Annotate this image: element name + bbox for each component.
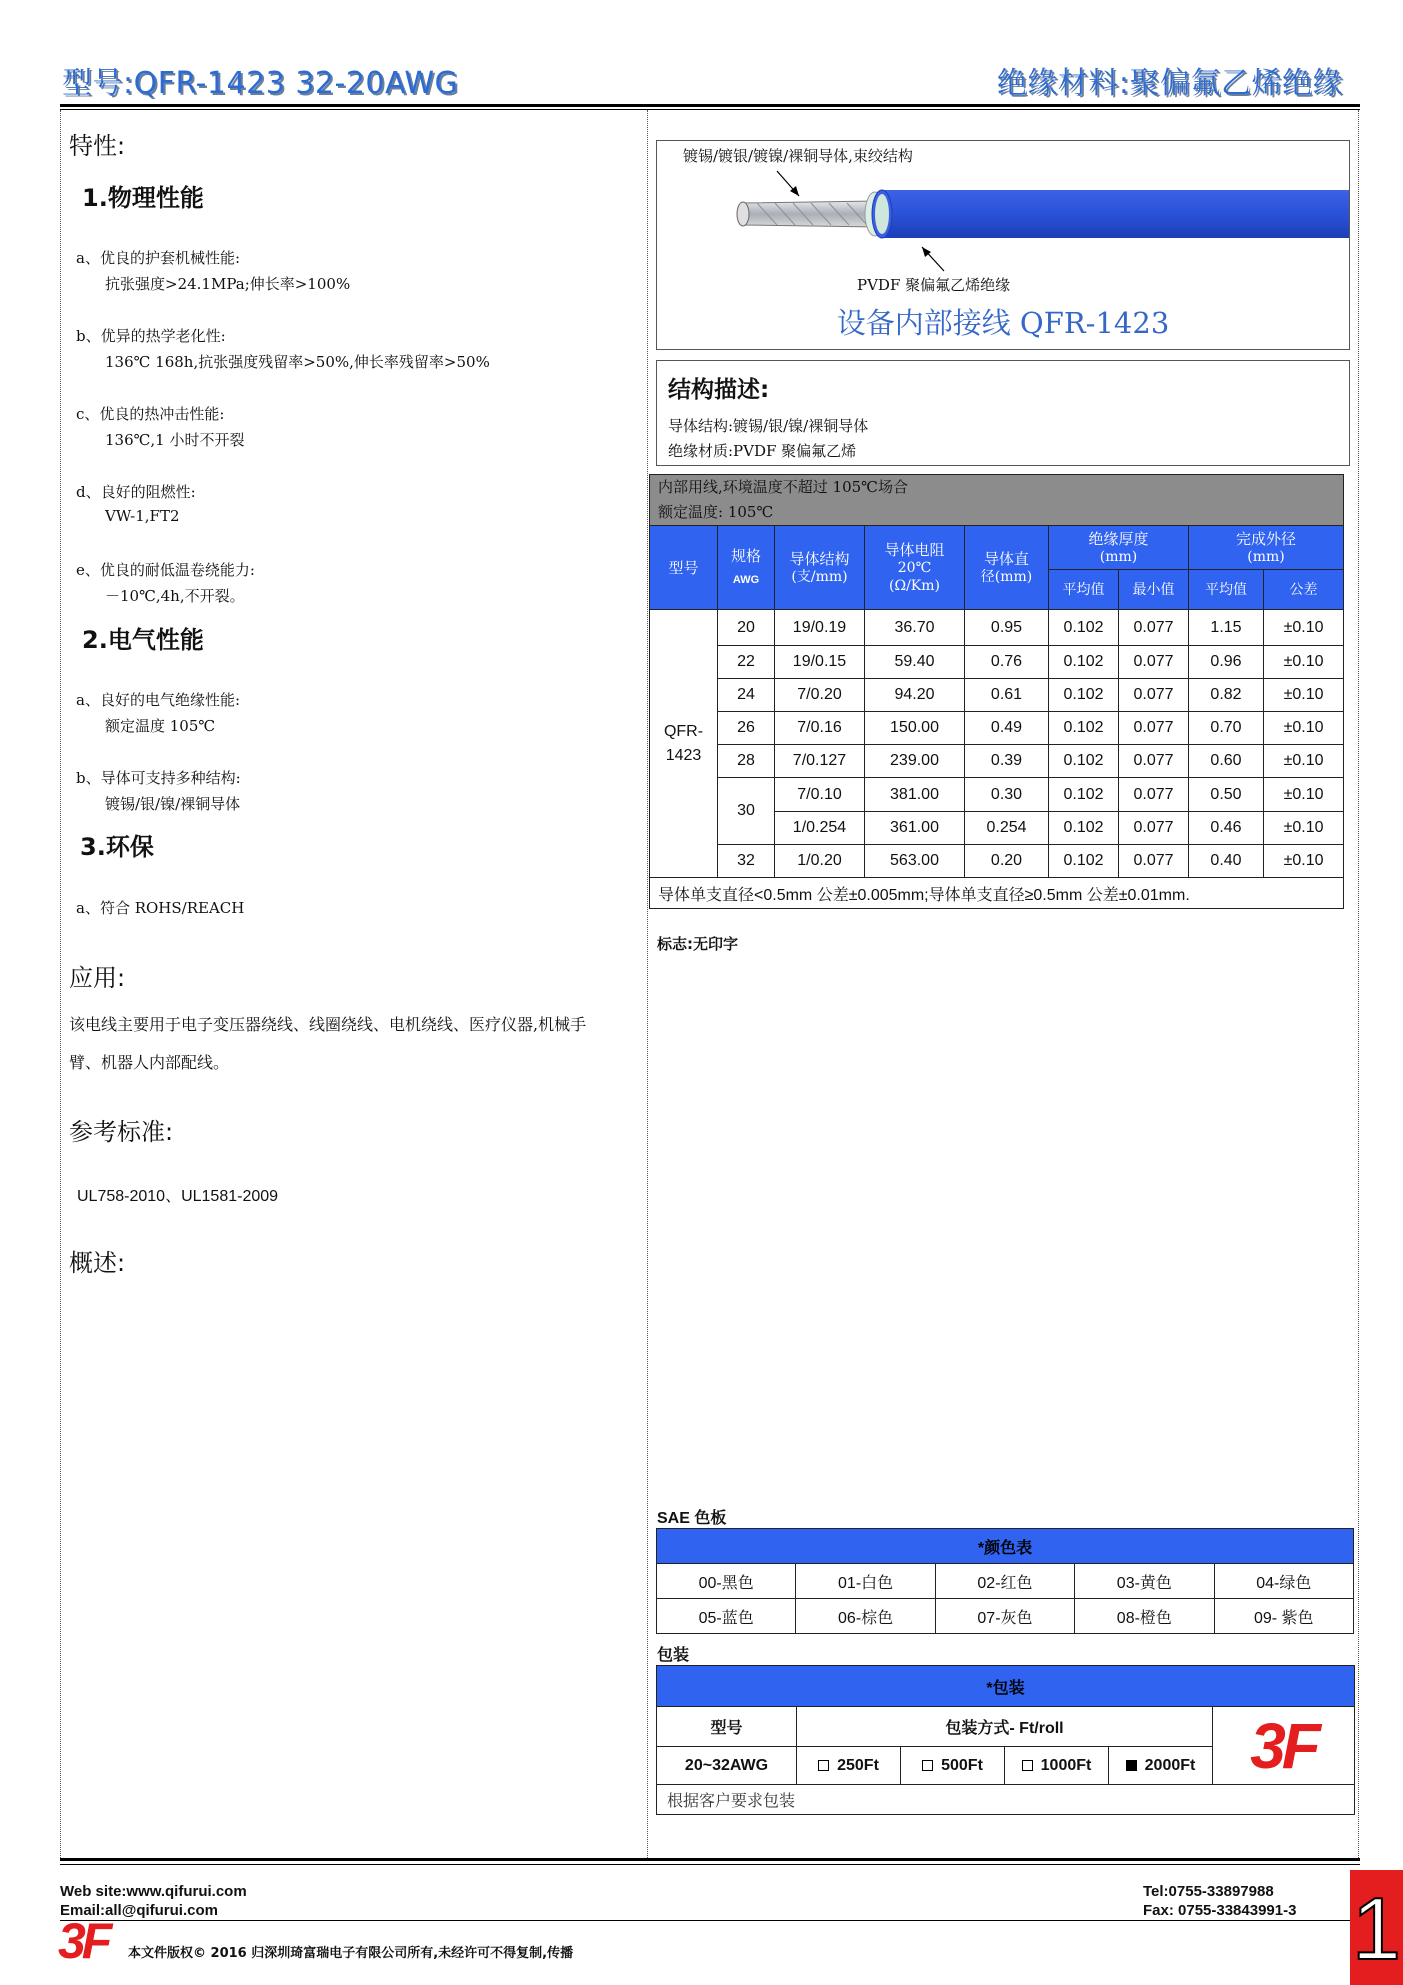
cell-tol: ±0.10 [1264,610,1344,646]
spec-table [649,474,1344,909]
color-cell: 06-棕色 [796,1599,935,1634]
cell-ins-avg: 0.102 [1049,679,1119,712]
physical-item-c-body: 136℃,1 小时不开裂 [105,431,245,449]
col-header-insulation-label: 绝缘厚度 [1088,529,1149,548]
cell-ins-min: 0.077 [1119,778,1189,812]
cell-tol: ±0.10 [1264,812,1344,845]
sae-color-table [656,1528,1354,1634]
packaging-col-method: 包装方式- Ft/roll [797,1707,1213,1747]
cell-ins-avg: 0.102 [1049,610,1119,646]
cell-ins-min: 0.077 [1119,646,1189,679]
col-header-od [1189,526,1344,570]
cell-diameter: 0.76 [965,646,1049,679]
structure-conductor: 导体结构:镀锡/银/镍/裸铜导体 [668,417,869,435]
col-header-ins-min: 最小值 [1119,570,1189,610]
spec-footnote: 导体单支直径<0.5mm 公差±0.005mm;导体单支直径≥0.5mm 公差±0.01mm. [650,878,1344,909]
sae-header: *颜色表 [657,1529,1354,1564]
application-title: 应用: [69,964,126,992]
col-header-od-unit: (mm) [1247,548,1285,565]
cell-resistance: 563.00 [865,845,965,878]
model-cell [650,610,718,878]
col-header-insulation [1049,526,1189,570]
table-row [650,679,1344,712]
col-header-insulation-unit: (mm) [1099,548,1138,565]
structure-title: 结构描述: [668,377,770,403]
cell-tol: ±0.10 [1264,845,1344,878]
cell-od: 0.50 [1189,778,1264,812]
color-cell: 05-蓝色 [657,1599,796,1634]
cell-strand: 19/0.19 [775,610,865,646]
option-label: 2000Ft [1144,1756,1196,1774]
color-cell: 02-红色 [935,1564,1074,1599]
overview-title: 概述: [69,1249,126,1277]
col-header-strand-unit: (支/mm) [791,568,848,585]
electrical-item-b-body: 镀锡/银/镍/裸铜导体 [105,795,241,813]
cell-resistance: 94.20 [865,679,965,712]
col-header-model: 型号 [650,526,718,610]
checkbox-icon[interactable] [922,1760,933,1771]
cell-diameter: 0.49 [965,712,1049,745]
page-number-tab [1350,1870,1403,1985]
cell-od: 0.70 [1189,712,1264,745]
footer-fax: Fax: 0755-33843991-3 [1143,1902,1297,1919]
footer-rule [60,1858,1360,1861]
image-caption: 设备内部接线 QFR-1423 [836,306,1170,340]
cell-ins-avg: 0.102 [1049,712,1119,745]
marking-text: 标志:无印字 [657,935,738,953]
cell-strand: 1/0.20 [775,845,865,878]
env-item-a: a、符合 ROHS/REACH [76,899,245,917]
footer-rule-thin [60,1864,1360,1865]
col-header-gauge-unit: AWG [732,573,760,586]
cell-diameter: 0.30 [965,778,1049,812]
cell-awg: 28 [718,745,775,778]
physical-item-e-head: e、优良的耐低温卷绕能力: [76,561,255,579]
physical-item-d-head: d、良好的阻燃性: [76,483,196,501]
physical-item-b-body: 136℃ 168h,抗张强度残留率>50%,伸长率残留率>50% [105,353,490,371]
table-row [650,845,1344,878]
cell-tol: ±0.10 [1264,745,1344,778]
color-cell: 01-白色 [796,1564,935,1599]
packaging-model: 20~32AWG [657,1747,797,1785]
table-row [650,778,1344,812]
cell-ins-min: 0.077 [1119,845,1189,878]
packaging-logo-cell [1213,1707,1355,1785]
table-row [650,712,1344,745]
color-cell: 08-橙色 [1075,1599,1214,1634]
application-line-1: 该电线主要用于电子变压器绕线、线圈绕线、电机绕线、医疗仪器,机械手 [69,1015,587,1034]
spec-note [650,475,1344,526]
cell-ins-avg: 0.102 [1049,845,1119,878]
cell-tol: ±0.10 [1264,646,1344,679]
footer-email[interactable]: Email:all@qifurui.com [60,1902,218,1919]
packaging-header: *包装 [657,1666,1355,1707]
col-header-diameter-label-2: 径(mm) [980,568,1033,585]
cell-diameter: 0.254 [965,812,1049,845]
application-line-2: 臂、机器人内部配线。 [69,1053,230,1072]
col-header-resistance-label: 导体电阻 [884,540,945,559]
cell-ins-avg: 0.102 [1049,745,1119,778]
spec-note-2: 额定温度: 105℃ [658,503,774,521]
cell-od: 0.82 [1189,679,1264,712]
physical-item-c-head: c、优良的热冲击性能: [76,405,225,423]
cell-od: 0.96 [1189,646,1264,679]
structure-insulation: 绝缘材质:PVDF 聚偏氟乙烯 [668,442,857,460]
cell-diameter: 0.95 [965,610,1049,646]
cell-resistance: 150.00 [865,712,965,745]
cell-ins-min: 0.077 [1119,712,1189,745]
cell-diameter: 0.39 [965,745,1049,778]
color-cell: 00-黑色 [657,1564,796,1599]
cell-awg: 22 [718,646,775,679]
model-cell-line-2: 1423 [665,746,702,764]
cell-diameter: 0.20 [965,845,1049,878]
packaging-title: 包装 [657,1647,690,1664]
physical-item-a-body: 抗张强度>24.1MPa;伸长率>100% [105,275,351,293]
cell-resistance: 381.00 [865,778,965,812]
col-header-resistance-unit: (Ω/Km) [889,577,940,594]
cell-awg: 30 [718,778,775,845]
brand-logo: 3F [1250,1709,1317,1782]
table-row [650,745,1344,778]
column-divider [647,110,648,1860]
electrical-item-a-head: a、良好的电气绝缘性能: [76,691,240,709]
cell-ins-min: 0.077 [1119,812,1189,845]
spec-note-1: 内部用线,环境温度不超过 105℃场合 [658,478,908,496]
electrical-title: 2.电气性能 [82,626,204,654]
option-label: 500Ft [941,1756,983,1774]
footer-divider [60,1920,1350,1921]
cell-tol: ±0.10 [1264,778,1344,812]
packaging-note: 根据客户要求包装 [657,1785,1355,1815]
standards-title: 参考标准: [69,1118,174,1146]
cell-ins-min: 0.077 [1119,679,1189,712]
cell-strand: 19/0.15 [775,646,865,679]
cell-strand: 7/0.20 [775,679,865,712]
col-header-diameter [965,526,1049,610]
cell-awg: 32 [718,845,775,878]
packaging-col-model: 型号 [657,1707,797,1747]
cell-ins-avg: 0.102 [1049,646,1119,679]
cell-ins-min: 0.077 [1119,610,1189,646]
footer-website[interactable]: Web site:www.qifurui.com [60,1883,247,1900]
cell-resistance: 59.40 [865,646,965,679]
physical-item-a-head: a、优良的护套机械性能: [76,249,240,267]
cell-strand: 7/0.10 [775,778,865,812]
cell-awg: 24 [718,679,775,712]
conductor-label: 镀锡/镀银/镀镍/裸铜导体,束绞结构 [683,147,913,165]
electrical-item-b-head: b、导体可支持多种结构: [76,769,241,787]
checkbox-icon[interactable] [818,1760,829,1771]
table-row [650,646,1344,679]
physical-item-d-body: VW-1,FT2 [105,507,180,525]
cell-ins-avg: 0.102 [1049,812,1119,845]
material-heading: 绝缘材料:聚偏氟乙烯绝缘 [996,66,1343,101]
option-2000[interactable] [1109,1747,1213,1785]
sae-title: SAE 色板 [657,1510,727,1527]
col-header-ins-avg: 平均值 [1049,570,1119,610]
electrical-item-a-body: 额定温度 105℃ [105,717,216,735]
col-header-resistance-temp: 20℃ [897,559,932,576]
table-row [650,610,1344,646]
option-500[interactable] [901,1747,1005,1785]
table-row [657,1599,1354,1634]
footer-tel: Tel:0755-33897988 [1143,1883,1274,1900]
cell-od: 0.46 [1189,812,1264,845]
col-header-od-label: 完成外径 [1236,529,1297,548]
physical-title: 1.物理性能 [82,184,204,212]
wire-illustration [656,140,1350,350]
cell-od: 0.60 [1189,745,1264,778]
model-cell-line-1: QFR- [663,722,704,740]
footer-logo: 3F [58,1913,109,1969]
col-header-strand-label: 导体结构 [789,549,850,568]
cell-diameter: 0.61 [965,679,1049,712]
color-cell: 07-灰色 [935,1599,1074,1634]
col-header-resistance [865,526,965,610]
option-1000[interactable] [1005,1747,1109,1785]
cell-tol: ±0.10 [1264,712,1344,745]
color-cell: 09- 紫色 [1214,1599,1353,1634]
standards-text: UL758-2010、UL1581-2009 [77,1188,279,1205]
page-number: 1 [1352,1879,1401,1978]
col-header-gauge [718,526,775,610]
cell-od: 1.15 [1189,610,1264,646]
features-title: 特性: [69,132,126,160]
header-rule [60,104,1360,107]
cell-resistance: 239.00 [865,745,965,778]
packaging-table [656,1665,1355,1815]
cell-strand: 7/0.127 [775,745,865,778]
physical-item-e-body: －10℃,4h,不开裂。 [105,587,245,605]
cell-strand: 7/0.16 [775,712,865,745]
col-header-tol: 公差 [1264,570,1344,610]
cell-resistance: 361.00 [865,812,965,845]
cell-ins-avg: 0.102 [1049,778,1119,812]
checkbox-icon[interactable] [1022,1760,1033,1771]
col-header-od-avg: 平均值 [1189,570,1264,610]
structure-box [656,360,1350,466]
cell-ins-min: 0.077 [1119,745,1189,778]
col-header-diameter-label: 导体直 [983,549,1029,568]
col-header-gauge-label: 规格 [730,546,761,565]
cell-resistance: 36.70 [865,610,965,646]
option-label: 1000Ft [1040,1756,1092,1774]
cell-strand: 1/0.254 [775,812,865,845]
color-cell: 03-黄色 [1075,1564,1214,1599]
option-label: 250Ft [837,1756,879,1774]
col-header-strand [775,526,865,610]
option-250[interactable] [797,1747,901,1785]
insulation-label: PVDF 聚偏氟乙烯绝缘 [857,276,1011,294]
cell-tol: ±0.10 [1264,679,1344,712]
checkbox-checked-icon[interactable] [1126,1760,1137,1771]
cell-od: 0.40 [1189,845,1264,878]
footer-copyright: 本文件版权© 2016 归深圳琦富瑞电子有限公司所有,未经许可不得复制,传播 [128,1946,574,1961]
cell-awg: 26 [718,712,775,745]
table-row [657,1564,1354,1599]
physical-item-b-head: b、优异的热学老化性: [76,327,226,345]
color-cell: 04-绿色 [1214,1564,1353,1599]
cell-awg: 20 [718,610,775,646]
model-heading: 型号:QFR-1423 32-20AWG [62,66,459,101]
env-title: 3.环保 [80,833,154,861]
